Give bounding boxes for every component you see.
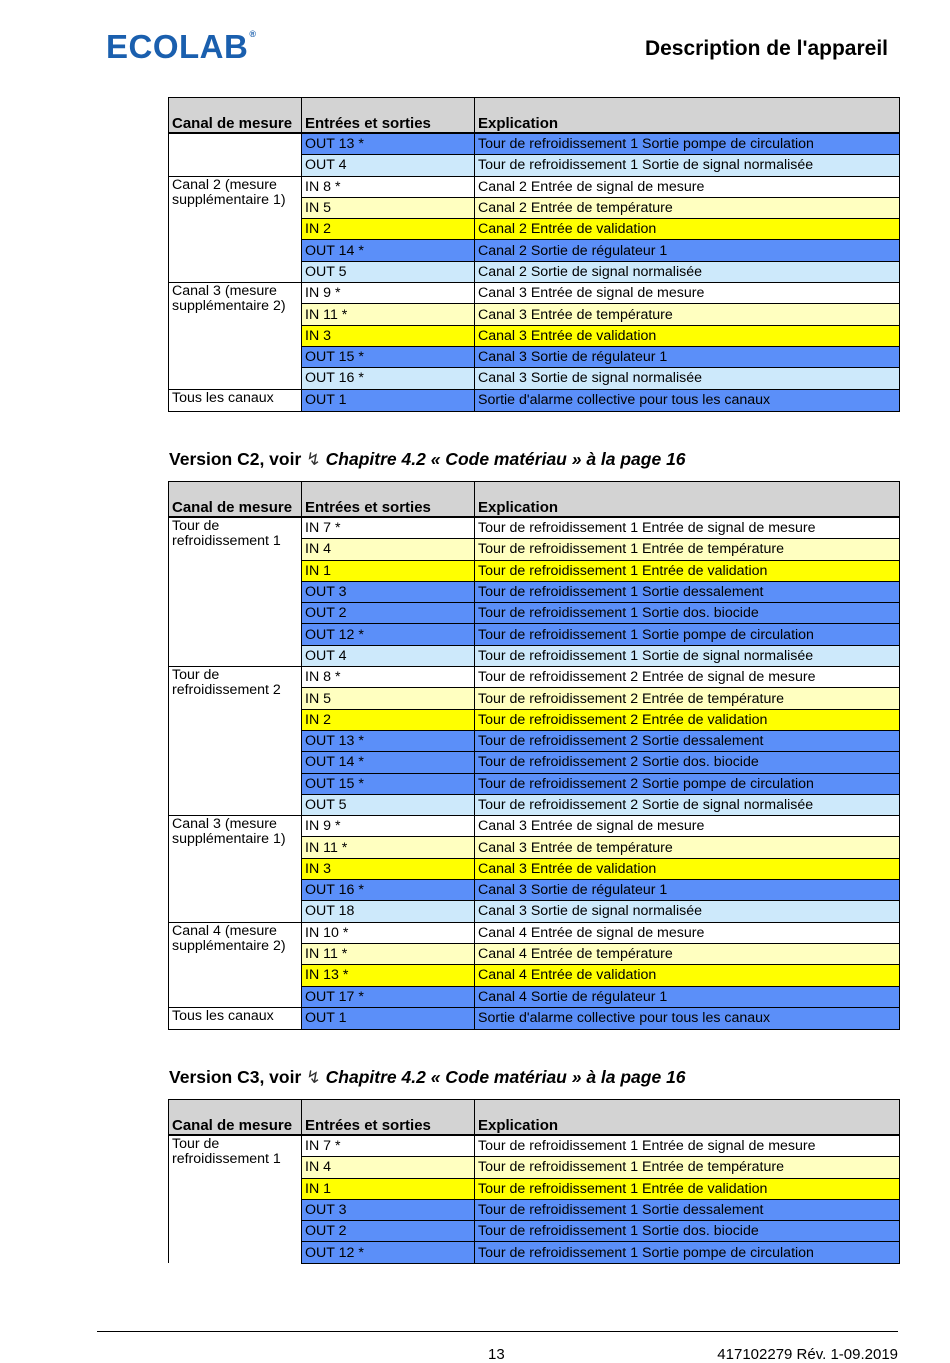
channel-cell: Tous les canaux [169,1007,302,1029]
io-cell: IN 10 * [302,922,475,943]
explanation-cell: Tour de refroidissement 2 Sortie pompe de circulation [475,773,900,794]
io-cell: OUT 14 * [302,752,475,773]
explanation-cell: Tour de refroidissement 2 Sortie de signal normalisée [475,794,900,815]
document-reference: 417102279 Rév. 1-09.2019 [717,1346,898,1363]
table-row [169,176,900,197]
io-cell: OUT 1 [302,389,475,411]
column-header-channel: Canal de mesure [169,98,302,134]
explanation-cell: Sortie d'alarme collective pour tous les canaux [475,1007,900,1029]
explanation-cell: Canal 3 Sortie de régulateur 1 [475,880,900,901]
explanation-cell: Tour de refroidissement 1 Entrée de validation [475,560,900,581]
ecolab-logo: ECOLAB® [106,28,257,65]
io-cell: IN 13 * [302,965,475,986]
io-table [168,1099,900,1264]
io-cell: IN 3 [302,325,475,346]
io-cell: IN 11 * [302,943,475,964]
table-row [169,667,900,688]
explanation-cell: Canal 4 Entrée de signal de mesure [475,922,900,943]
table-row [169,1007,900,1029]
io-cell: OUT 16 * [302,368,475,389]
channel-cell: Canal 3 (mesure supplémentaire 1) [169,816,302,922]
footer-divider [97,1331,898,1332]
io-cell: OUT 1 [302,1007,475,1029]
channel-cell: Tour de refroidissement 1 [169,1135,302,1263]
explanation-cell: Tour de refroidissement 1 Sortie dessalement [475,1199,900,1220]
io-cell: OUT 15 * [302,773,475,794]
io-cell: OUT 12 * [302,1242,475,1263]
explanation-cell: Tour de refroidissement 1 Sortie de signal normalisée [475,645,900,666]
explanation-cell: Tour de refroidissement 2 Entrée de température [475,688,900,709]
explanation-cell: Canal 3 Sortie de régulateur 1 [475,346,900,367]
explanation-cell: Canal 4 Entrée de validation [475,965,900,986]
section-heading [169,1067,686,1088]
io-cell: OUT 2 [302,603,475,624]
explanation-cell: Tour de refroidissement 1 Sortie pompe de circulation [475,133,900,155]
io-table [168,481,900,1030]
heading-text: Version C3, voir [169,1067,302,1087]
explanation-cell: Tour de refroidissement 2 Sortie dos. biocide [475,752,900,773]
io-cell: OUT 13 * [302,133,475,155]
io-cell: OUT 4 [302,155,475,176]
explanation-cell: Tour de refroidissement 1 Sortie dessalement [475,581,900,602]
io-cell: IN 8 * [302,667,475,688]
explanation-cell: Canal 3 Sortie de signal normalisée [475,368,900,389]
io-cell: OUT 15 * [302,346,475,367]
io-cell: OUT 12 * [302,624,475,645]
io-cell: IN 1 [302,560,475,581]
io-cell: IN 9 * [302,283,475,304]
io-cell: IN 11 * [302,304,475,325]
io-cell: IN 9 * [302,816,475,837]
explanation-cell: Canal 2 Sortie de signal normalisée [475,261,900,282]
explanation-cell: Canal 4 Entrée de température [475,943,900,964]
column-header-io: Entrées et sorties [302,482,475,518]
explanation-cell: Tour de refroidissement 1 Sortie dos. biocide [475,1221,900,1242]
explanation-cell: Sortie d'alarme collective pour tous les canaux [475,389,900,411]
column-header-io: Entrées et sorties [302,1100,475,1136]
io-cell: IN 7 * [302,517,475,539]
io-cell: OUT 4 [302,645,475,666]
explanation-cell: Tour de refroidissement 1 Sortie pompe de circulation [475,624,900,645]
explanation-cell: Tour de refroidissement 1 Entrée de validation [475,1178,900,1199]
explanation-cell: Tour de refroidissement 1 Sortie dos. biocide [475,603,900,624]
explanation-cell: Canal 2 Entrée de validation [475,219,900,240]
table-row [169,517,900,539]
explanation-cell: Canal 2 Entrée de signal de mesure [475,176,900,197]
io-cell: IN 7 * [302,1135,475,1157]
explanation-cell: Canal 3 Entrée de signal de mesure [475,816,900,837]
channel-cell: Tour de refroidissement 1 [169,517,302,667]
column-header-channel: Canal de mesure [169,1100,302,1136]
io-cell: OUT 18 [302,901,475,922]
chapter-reference-link[interactable]: Chapitre 4.2 « Code matériau » à la page 16 [325,449,686,469]
channel-cell: Tour de refroidissement 2 [169,667,302,816]
channel-cell: Canal 4 (mesure supplémentaire 2) [169,922,302,1007]
explanation-cell: Tour de refroidissement 1 Entrée de signal de mesure [475,1135,900,1157]
table-row [169,389,900,411]
io-cell: OUT 17 * [302,986,475,1007]
page-title: Description de l'appareil [644,37,888,60]
explanation-cell: Tour de refroidissement 1 Entrée de température [475,1157,900,1178]
io-cell: IN 11 * [302,837,475,858]
io-cell: OUT 13 * [302,730,475,751]
table-row [169,816,900,837]
io-cell: OUT 3 [302,1199,475,1220]
cross-reference-icon: ↯ [301,449,326,469]
table-row [169,283,900,304]
io-cell: IN 2 [302,709,475,730]
io-cell: OUT 5 [302,794,475,815]
explanation-cell: Canal 3 Entrée de validation [475,325,900,346]
io-cell: IN 8 * [302,176,475,197]
explanation-cell: Tour de refroidissement 1 Entrée de signal de mesure [475,517,900,539]
table-row [169,922,900,943]
io-cell: IN 3 [302,858,475,879]
chapter-reference-link[interactable]: Chapitre 4.2 « Code matériau » à la page 16 [325,1067,686,1087]
io-cell: IN 2 [302,219,475,240]
explanation-cell: Tour de refroidissement 1 Entrée de température [475,539,900,560]
column-header-io: Entrées et sorties [302,98,475,134]
explanation-cell: Tour de refroidissement 1 Sortie de signal normalisée [475,155,900,176]
channel-cell: Tous les canaux [169,389,302,411]
io-cell: OUT 14 * [302,240,475,261]
explanation-cell: Canal 2 Sortie de régulateur 1 [475,240,900,261]
io-cell: IN 4 [302,539,475,560]
explanation-cell: Tour de refroidissement 2 Entrée de signal de mesure [475,667,900,688]
column-header-explanation: Explication [475,98,900,134]
explanation-cell: Canal 3 Entrée de température [475,837,900,858]
column-header-explanation: Explication [475,1100,900,1136]
explanation-cell: Canal 3 Sortie de signal normalisée [475,901,900,922]
explanation-cell: Canal 4 Sortie de régulateur 1 [475,986,900,1007]
explanation-cell: Tour de refroidissement 2 Sortie dessalement [475,730,900,751]
channel-cell: Canal 3 (mesure supplémentaire 2) [169,283,302,389]
io-cell: OUT 16 * [302,880,475,901]
column-header-channel: Canal de mesure [169,482,302,518]
page-number: 13 [488,1346,505,1363]
channel-cell: Canal 2 (mesure supplémentaire 1) [169,176,302,282]
explanation-cell: Tour de refroidissement 1 Sortie pompe de circulation [475,1242,900,1263]
io-cell: IN 5 [302,688,475,709]
io-cell: IN 5 [302,197,475,218]
io-cell: OUT 2 [302,1221,475,1242]
column-header-explanation: Explication [475,482,900,518]
section-heading [169,449,686,470]
table-row [169,133,900,155]
table-row [169,1135,900,1157]
explanation-cell: Canal 2 Entrée de température [475,197,900,218]
explanation-cell: Canal 3 Entrée de validation [475,858,900,879]
io-table [168,97,900,412]
io-cell: OUT 3 [302,581,475,602]
heading-text: Version C2, voir [169,449,302,469]
io-cell: OUT 5 [302,261,475,282]
explanation-cell: Canal 3 Entrée de signal de mesure [475,283,900,304]
channel-cell [169,133,302,176]
explanation-cell: Canal 3 Entrée de température [475,304,900,325]
io-cell: IN 4 [302,1157,475,1178]
explanation-cell: Tour de refroidissement 2 Entrée de validation [475,709,900,730]
cross-reference-icon: ↯ [301,1067,326,1087]
io-cell: IN 1 [302,1178,475,1199]
